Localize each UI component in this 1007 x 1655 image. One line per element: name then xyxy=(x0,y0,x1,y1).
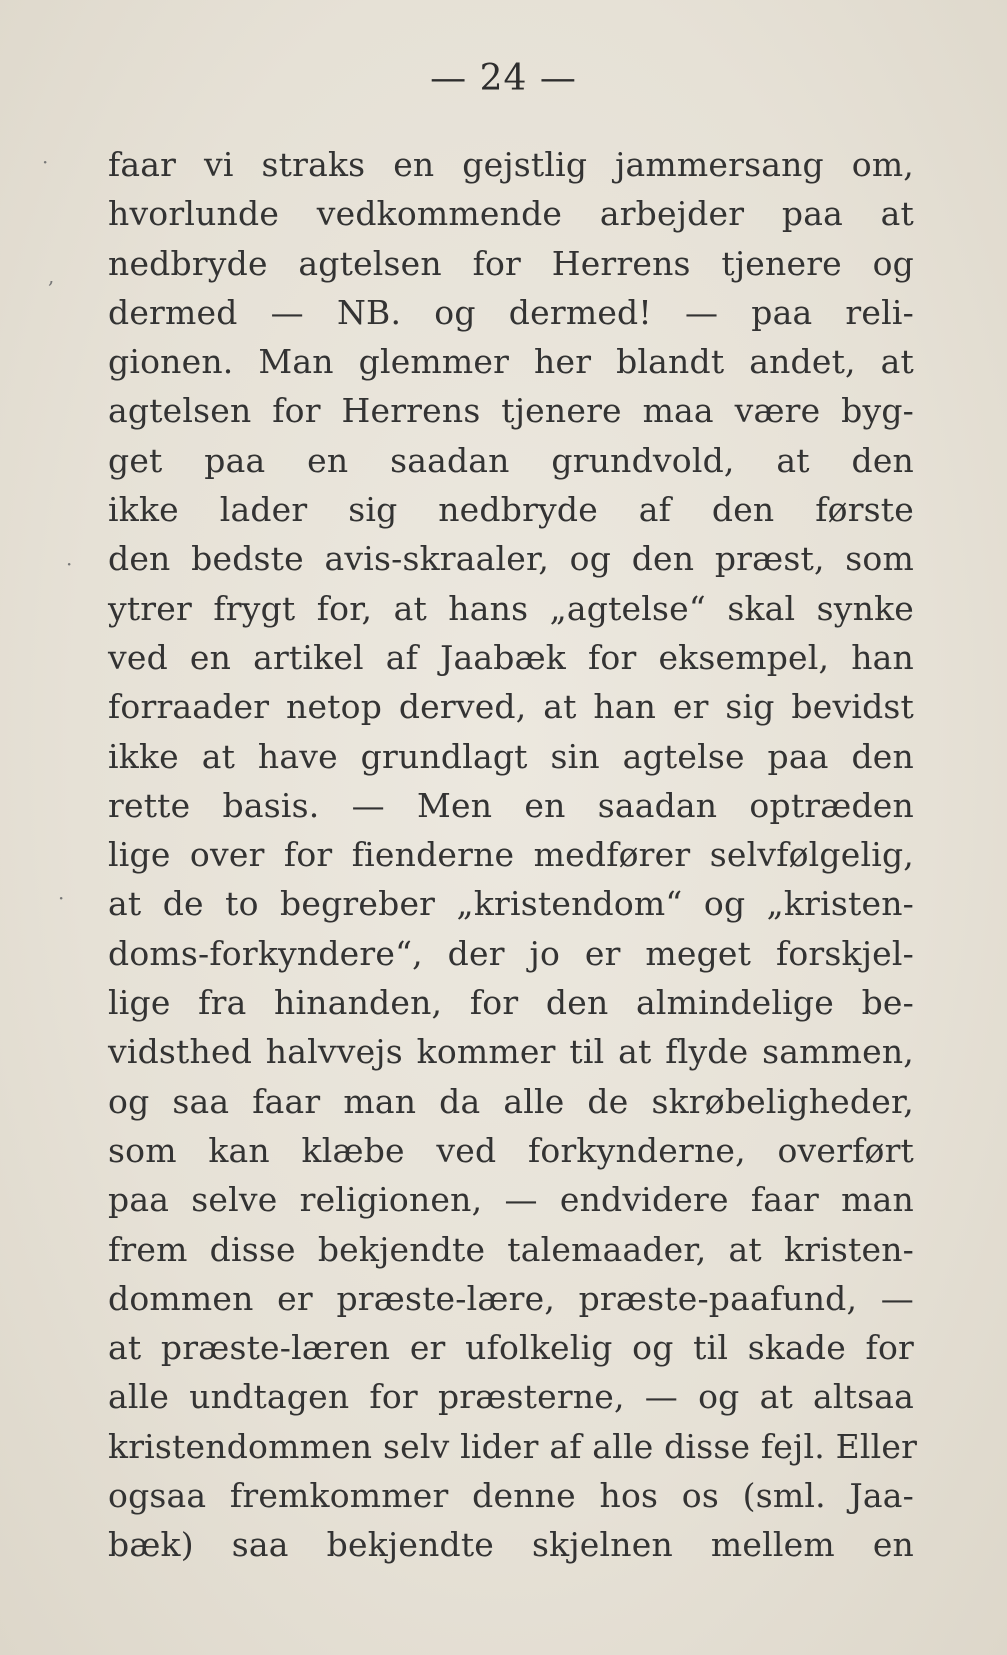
body-text xyxy=(108,140,918,1570)
text-line: paa selve religionen, — endvidere faar man xyxy=(108,1180,914,1220)
margin-speck: · xyxy=(42,150,49,174)
text-line: bæk) saa bekjendte skjelnen mellem en xyxy=(108,1525,914,1565)
text-line: dommen er præste-lære, præste-paafund, — xyxy=(108,1278,914,1318)
text-line: ogsaa fremkommer denne hos os (sml. Jaa- xyxy=(108,1476,914,1516)
text-line: nedbryde agtelsen for Herrens tjenere og xyxy=(108,243,914,283)
text-line: som kan klæbe ved forkynderne, overført xyxy=(108,1130,914,1170)
text-line: faar vi straks en gejstlig jammersang om, xyxy=(108,145,914,184)
page-number: — 24 — xyxy=(430,58,577,99)
text-line: doms-forkyndere“, der jo er meget forskjel- xyxy=(108,933,914,973)
text-line: vidsthed halvvejs kommer til at flyde sammen, xyxy=(108,1032,914,1072)
text-line: get paa en saadan grundvold, at den xyxy=(108,440,914,480)
text-line: og saa faar man da alle de skrøbeligheder, xyxy=(108,1081,914,1121)
text-line: ikke lader sig nedbryde af den første xyxy=(108,490,914,530)
text-line: kristendommen selv lider af alle disse fejl. Eller xyxy=(108,1426,918,1466)
text-line: ikke at have grundlagt sin agtelse paa den xyxy=(108,736,914,776)
text-line: ved en artikel af Jaabæk for eksempel, han xyxy=(108,637,914,677)
margin-speck: · xyxy=(58,886,65,910)
text-line: at præste-læren er ufolkelig og til skade for xyxy=(108,1328,914,1368)
text-line: agtelsen for Herrens tjenere maa være byg- xyxy=(108,391,914,431)
text-line: at de to begreber „kristendom“ og „kristen- xyxy=(108,884,914,924)
text-line: rette basis. — Men en saadan optræden xyxy=(108,785,914,825)
text-line: lige over for fienderne medfører selvfølgelig, xyxy=(108,835,914,875)
text-line: forraader netop derved, at han er sig bevidst xyxy=(108,687,914,727)
text-line: dermed — NB. og dermed! — paa reli- xyxy=(108,292,914,332)
text-line: ytrer frygt for, at hans „agtelse“ skal synke xyxy=(108,588,914,628)
text-line: gionen. Man glemmer her blandt andet, at xyxy=(108,342,914,382)
margin-speck: , xyxy=(48,264,55,288)
text-line: frem disse bekjendte talemaader, at kristen- xyxy=(108,1229,914,1269)
text-line: lige fra hinanden, for den almindelige be- xyxy=(108,983,914,1023)
margin-speck: · xyxy=(66,552,73,576)
text-line: hvorlunde vedkommende arbejder paa at xyxy=(108,194,914,234)
text-line: alle undtagen for præsterne, — og at altsaa xyxy=(108,1377,914,1417)
text-line: den bedste avis-skraaler, og den præst, som xyxy=(108,539,914,579)
